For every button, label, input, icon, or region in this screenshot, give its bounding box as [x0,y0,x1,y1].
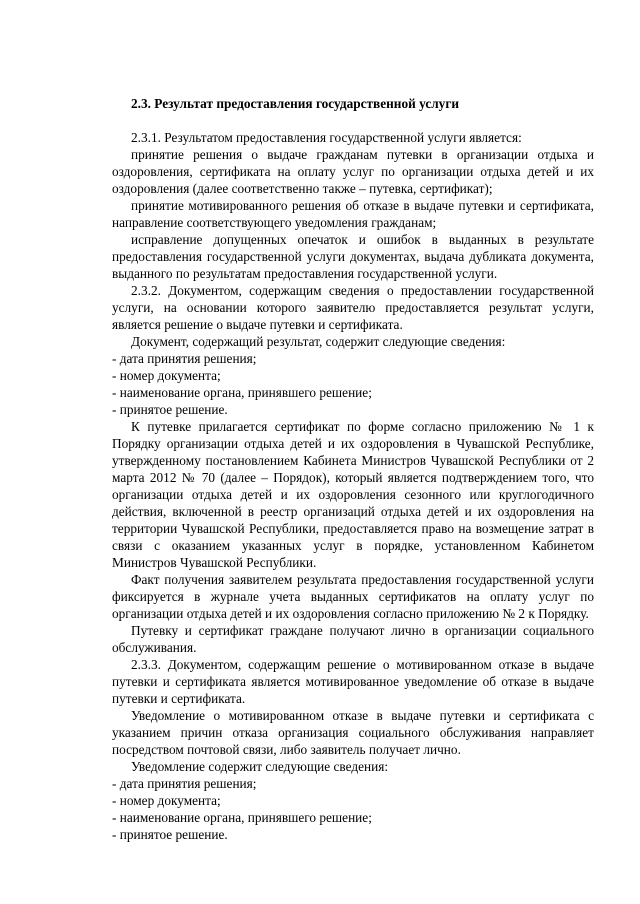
paragraph: Уведомление содержит следующие сведения: [131,759,389,774]
list-item: - принятое решение. [112,402,228,417]
paragraph: 2.3.1. Результатом предоставления государственной услуги является: [131,130,522,145]
paragraph: Уведомление о мотивированном отказе в выдаче путевки и сертификата с указанием причин отказа организация социального обслуживания направляет посредством почтовой связи, либо заявитель получает лично. [112,708,594,757]
list-item: - дата принятия решения; [112,776,257,791]
list-item: - наименование органа, принявшего решение; [112,810,372,825]
section-heading: 2.3. Результат предоставления государственной услуги [131,96,460,111]
paragraph: Факт получения заявителем результата предоставления государственной услуги фиксируется в журнале учета выданных сертификатов на оплату услуг по организации отдыха детей и их оздоровления согласно приложению № 2 к Порядку. [112,572,594,621]
document-body [112,95,594,843]
paragraph: принятие решения о выдаче гражданам путевки в организации отдыха и оздоровления, сертификата на оплату услуг по организации отдыха детей и их оздоровления (далее соответственно также – путевка, сертификат); [112,147,594,196]
paragraph: Документ, содержащий результат, содержит следующие сведения: [131,334,506,349]
paragraph: принятие мотивированного решения об отказе в выдаче путевки и сертификата, направление соответствующего уведомления гражданам; [112,198,594,230]
paragraph: исправление допущенных опечаток и ошибок в выданных в результате предоставления государственной услуги документах, выдача дубликата документа, выданного по результатам предоставления государственной услуги. [112,232,594,281]
list-item: - номер документа; [112,793,221,808]
paragraph: 2.3.2. Документом, содержащим сведения о предоставлении государственной услуги, на основании которого заявителю предоставляется результат услуги, является решение о выдаче путевки и сертификата. [112,283,594,332]
list-item: - наименование органа, принявшего решение; [112,385,372,400]
paragraph: К путевке прилагается сертификат по форме согласно приложению № 1 к Порядку организации отдыха детей и их оздоровления в Чувашской Республике, утвержденному постановлением Кабинета Министров Чувашской Республики от 2 марта 2012 № 70 (далее – Порядок), который является подтверждением того, что организации отдыха детей и их оздоровления сезонного или круглогодичного действия, включенной в реестр организаций отдыха детей и их оздоровления на территории Чувашской Республики, предоставляется право на возмещение затрат в связи с оказанием указанных услуг в порядке, установленном Кабинетом Министров Чувашской Республики. [112,419,594,570]
paragraph-list [112,129,594,843]
paragraph: Путевку и сертификат граждане получают лично в организации социального обслуживания. [112,623,594,655]
paragraph: 2.3.3. Документом, содержащим решение о мотивированном отказе в выдаче путевки и сертификата является мотивированное уведомление об отказе в выдаче путевки и сертификата. [112,657,594,706]
list-item: - номер документа; [112,368,221,383]
list-item: - принятое решение. [112,827,228,842]
list-item: - дата принятия решения; [112,351,257,366]
